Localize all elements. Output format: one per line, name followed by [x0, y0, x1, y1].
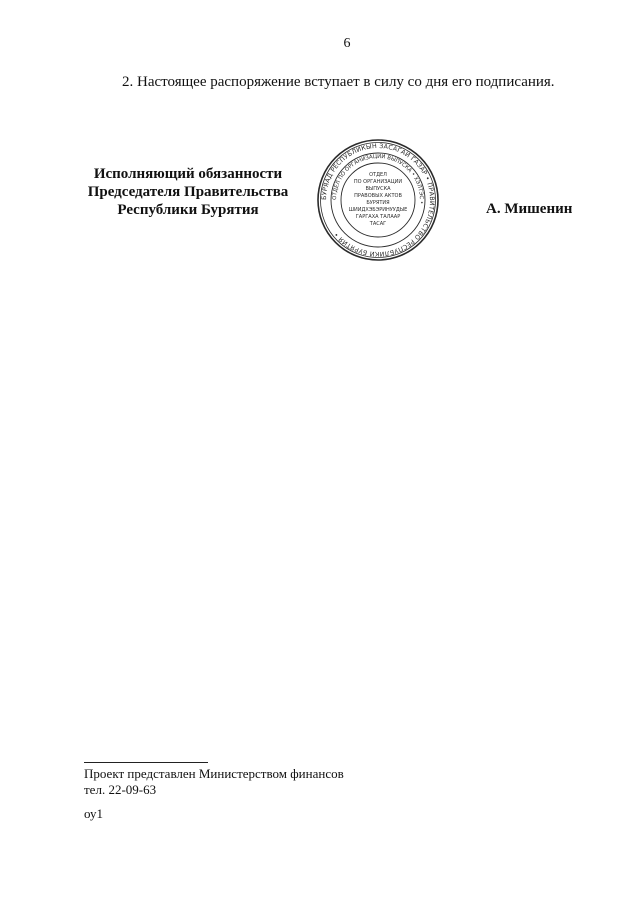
signatory-title-line: Председателя Правительства — [87, 184, 289, 200]
footer-divider — [84, 762, 208, 763]
seal-center-line: ВЫПУСКА — [365, 186, 391, 192]
page-number: 6 — [343, 36, 351, 51]
footer-phone: тел. 22-09-63 — [84, 782, 157, 797]
signatory-title-line: Исполняющий обязанности — [93, 166, 283, 182]
signer-name: А. Мишенин — [486, 201, 573, 217]
seal-center-line: ПРАВОВЫХ АКТОВ — [354, 193, 402, 199]
signatory-title — [74, 165, 302, 219]
footer-submitted-by: Проект представлен Министерством финансов — [84, 766, 344, 781]
signatory-title-line: Республики Бурятия — [117, 202, 259, 218]
footer-code: оу1 — [84, 806, 104, 821]
seal-center-line: ПО ОРГАНИЗАЦИИ — [353, 179, 403, 185]
seal-center-line: ШИИДХЭБЭРИНУУДЫЕ — [348, 207, 408, 213]
official-seal — [316, 138, 440, 262]
seal-center-line: ГАРГАХА ТАЛААР — [355, 214, 401, 220]
seal-outer-text: БУРЯАД РЕСПУБЛИКЫН ЗАСАГАЙ ГАЗАР • ПРАВИТЕЛЬСТВО РЕСПУБЛИКИ БУРЯТИЯ • — [320, 142, 436, 258]
seal-center-line: ТАСАГ — [369, 221, 387, 227]
seal-center-line: ОТДЕЛ — [369, 172, 387, 178]
seal-center-line: БУРЯТИЯ — [366, 200, 390, 206]
seal-inner-ring-text: ОТДЕЛ ПО ОРГАНИЗАЦИИ ВЫПУСКА • ХЭЛТЭС • — [331, 153, 425, 205]
footer — [84, 766, 344, 822]
clause-2-text: 2. Настоящее распоряжение вступает в силу со дня его подписания. — [122, 74, 555, 90]
